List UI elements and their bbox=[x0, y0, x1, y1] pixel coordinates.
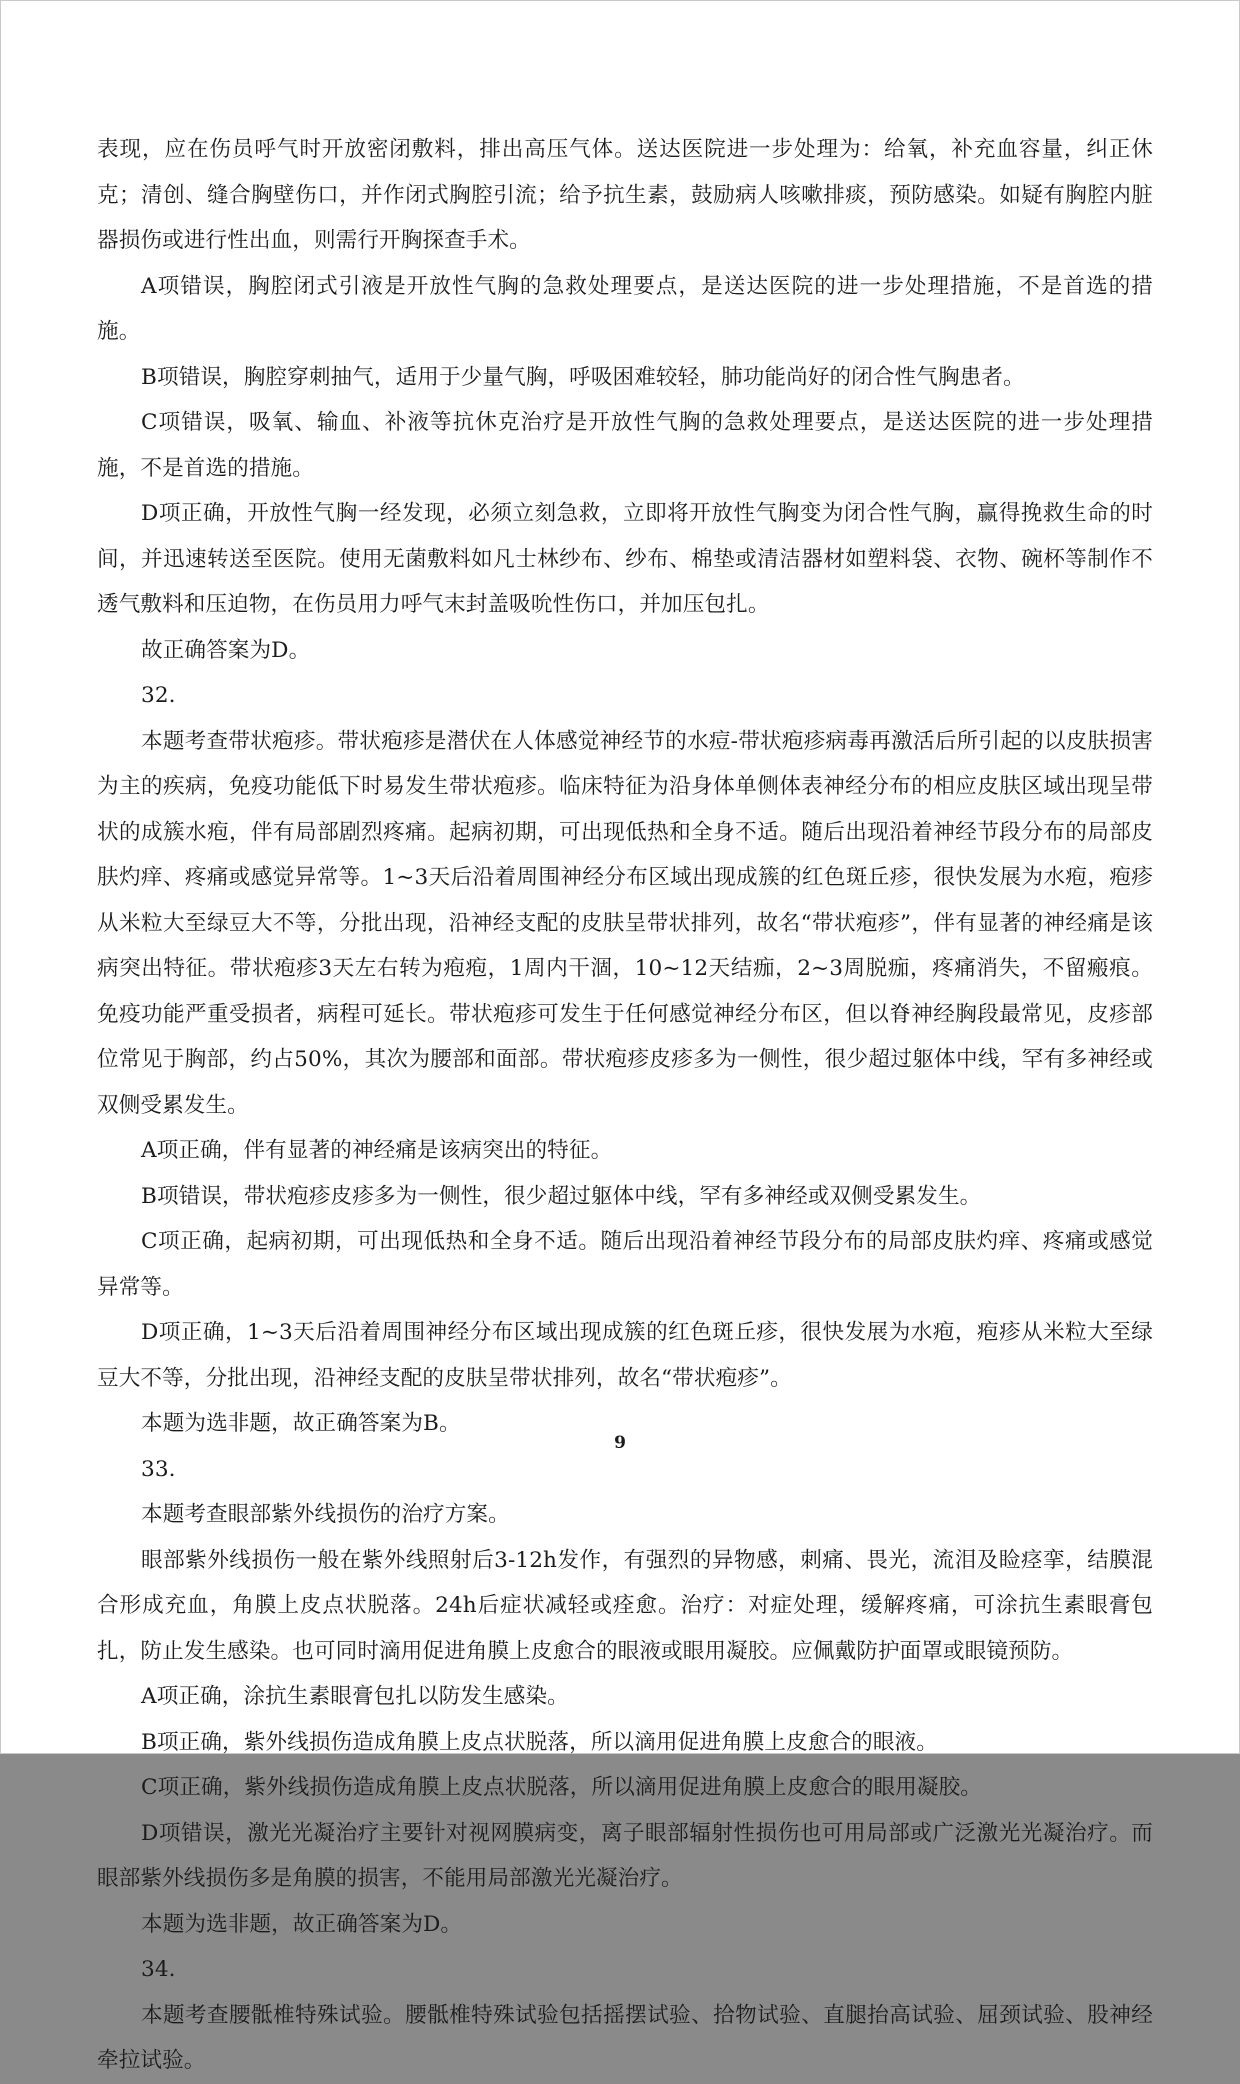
paragraph-q34-analysis: 本题考查腰骶椎特殊试验。腰骶椎特殊试验包括摇摆试验、拾物试验、直腿抬高试验、屈颈试验、股神经牵拉试验。 bbox=[97, 2002, 1153, 2073]
paragraph-q32-option-d: D项正确，1~3天后沿着周围神经分布区域出现成簇的红色斑丘疹，很快发展为水疱，疱疹从米粒大至绿豆大不等，分批出现，沿神经支配的皮肤呈带状排列，故名“带状疱疹”。 bbox=[97, 1320, 1153, 1391]
paragraph-q32-option-b: B项错误，带状疱疹皮疹多为一侧性，很少超过躯体中线，罕有多神经或双侧受累发生。 bbox=[141, 1183, 982, 1209]
paragraph-q31-option-b: B项错误，胸腔穿刺抽气，适用于少量气胸，呼吸困难较轻，肺功能尚好的闭合性气胸患者。 bbox=[141, 364, 1025, 390]
page-text-body bbox=[97, 127, 1153, 2084]
paragraph-q32-option-a: A项正确，伴有显著的神经痛是该病突出的特征。 bbox=[141, 1138, 613, 1163]
paragraph-q33-answer: 本题为选非题，故正确答案为D。 bbox=[141, 1911, 463, 1937]
paragraph-q33-analysis: 眼部紫外线损伤一般在紫外线照射后3-12h发作，有强烈的异物感，刺痛、畏光，流泪及睑痉挛，结膜混合形成充血，角膜上皮点状脱落。24h后症状减轻或痊愈。治疗：对症处理，缓解疼痛，可涂抗生素眼膏包扎，防止发生感染。也可同时滴用促进角膜上皮愈合的眼液或眼用凝胶。应佩戴防护面罩或眼镜预防。 bbox=[97, 1547, 1153, 1664]
page-number: 9 bbox=[614, 1433, 626, 1453]
question-number-34: 34. bbox=[141, 1957, 176, 1982]
question-number-33: 33. bbox=[141, 1456, 176, 1482]
paragraph-q33-option-d: D项错误，激光光凝治疗主要针对视网膜病变，离子眼部辐射性损伤也可用局部或广泛激光光凝治疗。而眼部紫外线损伤多是角膜的损害，不能用局部激光光凝治疗。 bbox=[97, 1820, 1153, 1891]
paragraph-q32-analysis: 本题考查带状疱疹。带状疱疹是潜伏在人体感觉神经节的水痘-带状疱疹病毒再激活后所引起的以皮肤损害为主的疾病，免疫功能低下时易发生带状疱疹。临床特征为沿身体单侧体表神经分布的相应皮肤区域出现呈带状的成簇水疱，伴有局部剧烈疼痛。起病初期，可出现低热和全身不适。随后出现沿着神经节段分布的局部皮肤灼痒、疼痛或感觉异常等。1~3天后沿着周围神经分布区域出现成簇的红色斑丘疹，很快发展为水疱，疱疹从米粒大至绿豆大不等，分批出现，沿神经支配的皮肤呈带状排列，故名“带状疱疹”，伴有显著的神经痛是该病突出特征。带状疱疹3天左右转为疱疱，1周内干涸，10~12天结痂，2~3周脱痂，疼痛消失，不留瘢痕。免疫功能严重受损者，病程可延长。带状疱疹可发生于任何感觉神经分布区，但以脊神经胸段最常见，皮疹部位常见于胸部，约占50%，其次为腰部和面部。带状疱疹皮疹多为一侧性，很少超过躯体中线，罕有多神经或双侧受累发生。 bbox=[97, 728, 1153, 1118]
paragraph-q31-option-a: A项错误，胸腔闭式引液是开放性气胸的急救处理要点，是送达医院的进一步处理措施，不是首选的措施。 bbox=[97, 273, 1153, 344]
paragraph-q31-answer: 故正确答案为D。 bbox=[141, 637, 311, 663]
paragraph-q33-topic: 本题考查眼部紫外线损伤的治疗方案。 bbox=[141, 1502, 510, 1527]
paragraph-q31-option-d: D项正确，开放性气胸一经发现，必须立刻急救，立即将开放性气胸变为闭合性气胸，赢得挽救生命的时间，并迅速转送至医院。使用无菌敷料如凡士林纱布、纱布、棉垫或清洁器材如塑料袋、衣物、碗杯等制作不透气敷料和压迫物，在伤员用力呼气末封盖吸吮性伤口，并加压包扎。 bbox=[97, 501, 1153, 617]
question-number-32: 32. bbox=[141, 683, 176, 708]
paragraph-q33-option-c: C项正确，紫外线损伤造成角膜上皮点状脱落，所以滴用促进角膜上皮愈合的眼用凝胶。 bbox=[141, 1775, 982, 1800]
paragraph-q31-option-c: C项错误，吸氧、输血、补液等抗休克治疗是开放性气胸的急救处理要点，是送达医院的进一步处理措施，不是首选的措施。 bbox=[97, 410, 1153, 481]
paragraph-intro-continued: 表现，应在伤员呼气时开放密闭敷料，排出高压气体。送达医院进一步处理为：给氧，补充血容量，纠正休克；清创、缝合胸壁伤口，并作闭式胸腔引流；给予抗生素，鼓励病人咳嗽排痰，预防感染。如疑有胸腔内脏器损伤或进行性出血，则需行开胸探查手术。 bbox=[97, 137, 1153, 253]
paragraph-q32-option-c: C项正确，起病初期，可出现低热和全身不适。随后出现沿着神经节段分布的局部皮肤灼痒、疼痛或感觉异常等。 bbox=[97, 1229, 1153, 1300]
paragraph-q32-answer: 本题为选非题，故正确答案为B。 bbox=[141, 1411, 461, 1436]
paragraph-q33-option-a: A项正确，涂抗生素眼膏包扎以防发生感染。 bbox=[141, 1684, 569, 1709]
paragraph-q33-option-b: B项正确，紫外线损伤造成角膜上皮点状脱落，所以滴用促进角膜上皮愈合的眼液。 bbox=[141, 1729, 938, 1755]
